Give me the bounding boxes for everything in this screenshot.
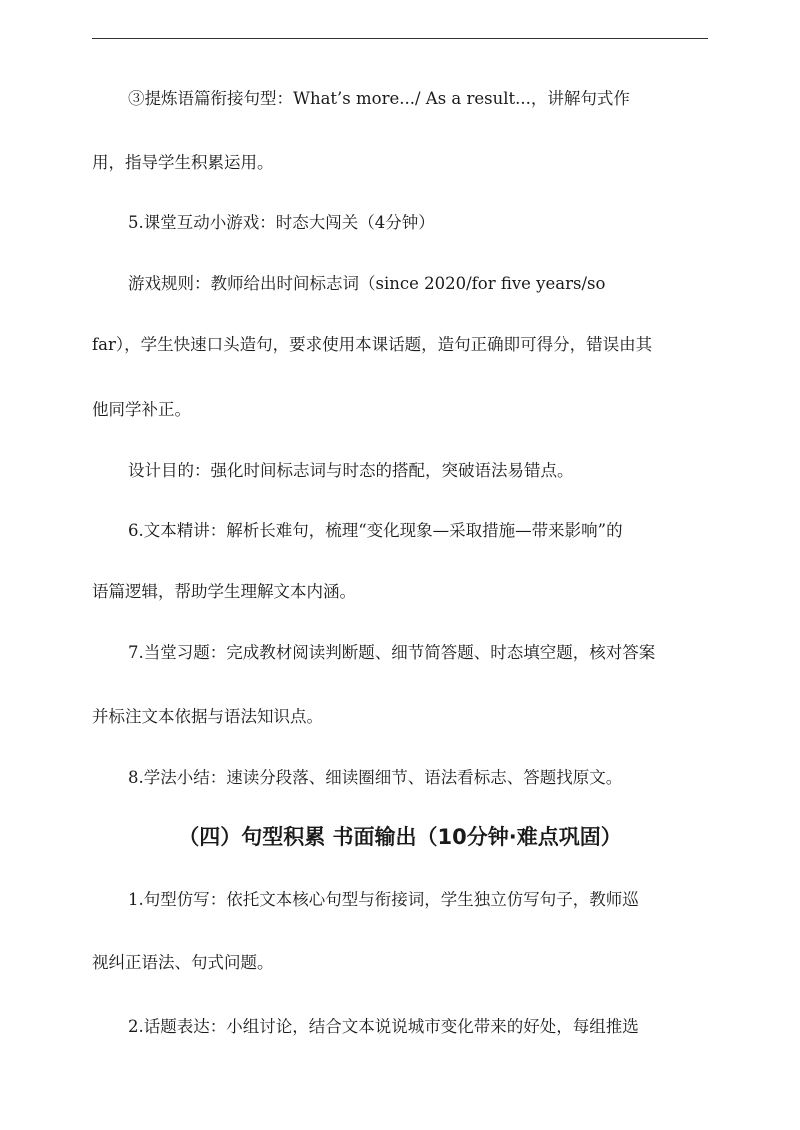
- paragraph-line: 8.学法小结：速读分段落、细读圈细节、语法看标志、答题找原文。: [128, 768, 623, 787]
- paragraph-line: 他同学补正。: [92, 400, 191, 419]
- paragraph-line: ③提炼语篇衔接句型：What’s more.../ As a result...，讲解句式作: [128, 89, 630, 108]
- paragraph-line: 语篇逻辑，帮助学生理解文本内涵。: [92, 582, 356, 601]
- paragraph-line: 并标注文本依据与语法知识点。: [92, 707, 323, 726]
- paragraph-line: 6.文本精讲：解析长难句，梳理“变化现象—采取措施—带来影响”的: [128, 521, 623, 540]
- paragraph-line: 设计目的：强化时间标志词与时态的搭配，突破语法易错点。: [128, 461, 574, 480]
- paragraph-line: 5.课堂互动小游戏：时态大闯关（4分钟）: [128, 213, 435, 232]
- paragraph-line: 2.话题表达：小组讨论，结合文本说说城市变化带来的好处，每组推选: [128, 1017, 639, 1036]
- paragraph-line: 1.句型仿写：依托文本核心句型与衔接词，学生独立仿写句子，教师巡: [128, 890, 639, 909]
- paragraph-line: 用，指导学生积累运用。: [92, 153, 274, 172]
- header-rule: [92, 38, 708, 39]
- paragraph-line: 游戏规则：教师给出时间标志词（since 2020/for five years/so: [128, 274, 606, 293]
- paragraph-line: 7.当堂习题：完成教材阅读判断题、细节简答题、时态填空题，核对答案: [128, 643, 656, 662]
- section-heading: （四）句型积累 书面输出（10分钟·难点巩固）: [178, 825, 622, 849]
- paragraph-line: 视纠正语法、句式问题。: [92, 953, 274, 972]
- paragraph-line: far），学生快速口头造句，要求使用本课话题，造句正确即可得分，错误由其: [92, 335, 653, 354]
